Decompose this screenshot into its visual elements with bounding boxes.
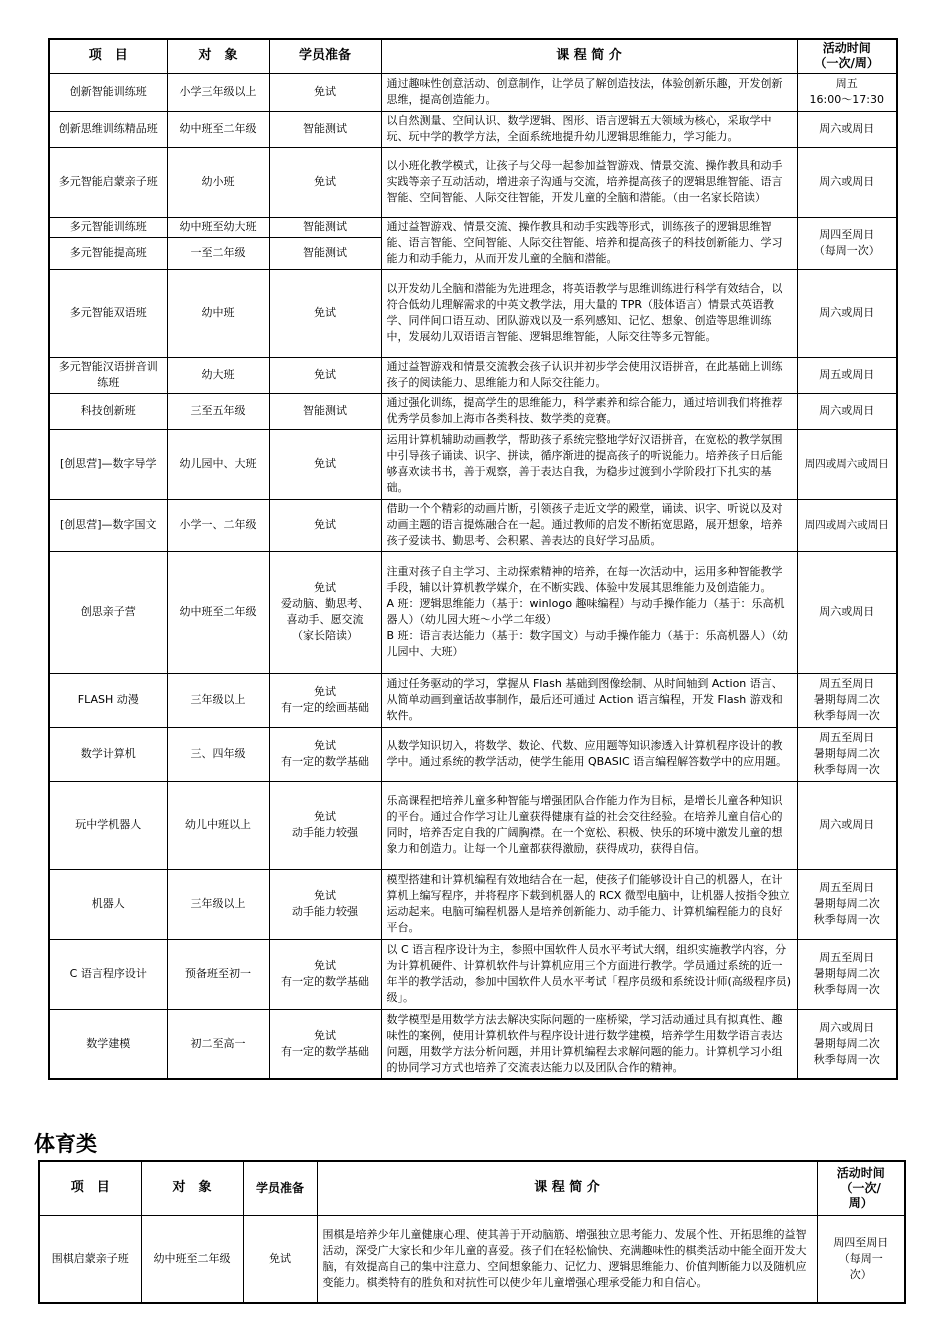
course-description: 从数学知识切入，将数学、数论、代数、应用题等知识渗透入计算机程序设计的教学中。通过系统的教学活动，使学生能用 QBASIC 语言编程解答数学中的应用题。: [381, 727, 797, 781]
course-description: 通过趣味性创意活动、创意制作，让学员了解创造技法，体验创新乐趣，开发创新思维，提高创造能力。: [381, 73, 797, 111]
target-group: 幼小班: [167, 147, 269, 217]
header-target: 对 象: [141, 1161, 243, 1215]
activity-time: 周六或周日: [797, 393, 897, 429]
activity-time: 周五至周日 暑期每周二次 秋季每周一次: [797, 869, 897, 939]
table-row: [49, 73, 897, 111]
project-name: 多元智能启蒙亲子班: [49, 147, 167, 217]
table-row: [49, 357, 897, 393]
student-prep: 智能测试: [269, 237, 381, 269]
activity-time: 周五或周日: [797, 357, 897, 393]
activity-time: 周六或周日: [797, 147, 897, 217]
student-prep: 免试: [269, 357, 381, 393]
target-group: 三年级以上: [167, 869, 269, 939]
course-description: 以自然测量、空间认识、数学逻辑、图形、语言逻辑五大领域为核心，采取学中玩、玩中学的教学方法，全面系统地提升幼儿逻辑思维能力，学习能力。: [381, 111, 797, 147]
target-group: 幼儿园中、大班: [167, 429, 269, 499]
target-group: 小学三年级以上: [167, 73, 269, 111]
project-name: C 语言程序设计: [49, 939, 167, 1009]
target-group: 三至五年级: [167, 393, 269, 429]
activity-time: 周五至周日 暑期每周二次 秋季每周一次: [797, 939, 897, 1009]
student-prep: 免试 有一定的绘画基础: [269, 673, 381, 727]
activity-time: 周四或周六或周日: [797, 429, 897, 499]
project-name: 机器人: [49, 869, 167, 939]
table-row: [39, 1215, 905, 1303]
student-prep: 免试 有一定的数学基础: [269, 1009, 381, 1079]
header-project: 项 目: [49, 39, 167, 73]
header-target: 对 象: [167, 39, 269, 73]
course-description: 乐高课程把培养儿童多种智能与增强团队合作能力作为目标，是增长儿童各种知识的平台。通过合作学习让儿童获得健康有益的社会交往经验。在培养儿童自信心的同时，培养否定自我的广阔胸襟。在一个宽松、积极、快乐的环境中激发儿童的想象力和创造力。让每一个儿童都获得激励，获得成功，获得自信。: [381, 781, 797, 869]
header-time: 活动时间 （一次/ 周）: [817, 1161, 905, 1215]
course-description: 以小班化教学模式，让孩子与父母一起参加益智游戏、情景交流、操作教具和动手实践等亲子互动活动，增进亲子沟通与交流，培养提高孩子的逻辑思维智能、语言智能、空间智能、人际交往智能，开发儿童的全脑和潜能。（由一名家长陪读）: [381, 147, 797, 217]
course-description: 模型搭建和计算机编程有效地结合在一起，使孩子们能够设计自己的机器人，在计算机上编写程序，并将程序下载到机器人的 RCX 微型电脑中，让机器人按指令独立运动起来。电脑可编程机器人是培养创新能力、动手能力、计算机编程能力的良好平台。: [381, 869, 797, 939]
student-prep: 免试 爱动脑、勤思考、 喜动手、愿交流 （家长陪读）: [269, 551, 381, 673]
class-b-description: B 班：语言表达能力（基于：数字国文）与动手操作能力（基于：乐高机器人）（幼儿园中、大班）: [386, 629, 789, 658]
target-group: 三、四年级: [167, 727, 269, 781]
table-row: [49, 869, 897, 939]
target-group: 幼大班: [167, 357, 269, 393]
project-name: 多元智能提高班: [49, 237, 167, 269]
target-group: 小学一、二年级: [167, 499, 269, 551]
target-group: 幼中班至幼大班: [167, 217, 269, 237]
project-name: 围棋启蒙亲子班: [39, 1215, 141, 1303]
table-row: [49, 499, 897, 551]
course-table-science: [48, 38, 898, 1080]
student-prep: 智能测试: [269, 393, 381, 429]
header-project: 项 目: [39, 1161, 141, 1215]
table-row: [49, 393, 897, 429]
course-description: 通过强化训练，提高学生的思维能力，科学素养和综合能力，通过培训我们将推荐优秀学员参加上海市各类科技、数学类的竞赛。: [381, 393, 797, 429]
project-name: 创思亲子营: [49, 551, 167, 673]
table-header-row: [39, 1161, 905, 1215]
target-group: 幼中班: [167, 269, 269, 357]
table-row: [49, 781, 897, 869]
header-description: 课 程 简 介: [317, 1161, 817, 1215]
table-row: [49, 217, 897, 237]
table-row: [49, 551, 897, 673]
project-name: 多元智能训练班: [49, 217, 167, 237]
student-prep: 智能测试: [269, 111, 381, 147]
project-name: 多元智能双语班: [49, 269, 167, 357]
table-row: [49, 147, 897, 217]
project-name: [创思营]—数字国文: [49, 499, 167, 551]
student-prep: 免试: [243, 1215, 317, 1303]
activity-time: 周五至周日 暑期每周二次 秋季每周一次: [797, 727, 897, 781]
activity-time: 周六或周日: [797, 269, 897, 357]
project-name: 数学计算机: [49, 727, 167, 781]
project-name: 玩中学机器人: [49, 781, 167, 869]
activity-time: 周六或周日 暑期每周二次 秋季每周一次: [797, 1009, 897, 1079]
course-description: 数学模型是用数学方法去解决实际问题的一座桥梁，学习活动通过具有拟真性、趣味性的案例，使用计算机软件与程序设计进行数学建模，培养学生用数学语言表达问题，用数学方法分析问题，并用计算机编程去求解问题的能力。计算机学习小组的协同学习方式也培养了交流表达能力以及团队合作的精神。: [381, 1009, 797, 1079]
class-a-description: A 班：逻辑思维能力（基于：winlogo 趣味编程）与动手操作能力（基于：乐高机器人）（幼儿园大班～小学二年级）: [386, 597, 785, 626]
student-prep: 免试: [269, 429, 381, 499]
target-group: 一至二年级: [167, 237, 269, 269]
student-prep: 免试 动手能力较强: [269, 869, 381, 939]
target-group: 幼中班至二年级: [141, 1215, 243, 1303]
project-name: FLASH 动漫: [49, 673, 167, 727]
activity-time: 周四至周日 （每周一次）: [797, 217, 897, 269]
course-description: 以 C 语言程序设计为主，参照中国软件人员水平考试大纲，组织实施教学内容，分为计算机硬件、计算机软件与计算机应用三个方面进行教学。学员通过系统的近一年半的教学活动，参加中国软件人员水平考试「程序员级和系统设计师(高级程序员)级」。: [381, 939, 797, 1009]
table-row: [49, 727, 897, 781]
header-prep: 学员准备: [243, 1161, 317, 1215]
table-row: [49, 673, 897, 727]
activity-time: 周五至周日 暑期每周二次 秋季每周一次: [797, 673, 897, 727]
activity-time: 周五 16:00～17:30: [797, 73, 897, 111]
section-title-sports: 体育类: [34, 1132, 97, 1156]
course-description-intro: 注重对孩子自主学习、主动探索精神的培养，在每一次活动中，运用多种智能教学手段，辅以计算机教学媒介，在不断实践、体验中发展其思维能力及创造能力。: [386, 565, 783, 594]
table-row: [49, 269, 897, 357]
target-group: 初二至高一: [167, 1009, 269, 1079]
project-name: 数学建模: [49, 1009, 167, 1079]
target-group: 预备班至初一: [167, 939, 269, 1009]
target-group: 三年级以上: [167, 673, 269, 727]
header-prep: 学员准备: [269, 39, 381, 73]
course-description: [381, 551, 797, 673]
course-description: 运用计算机辅助动画教学，帮助孩子系统完整地学好汉语拼音，在宽松的教学氛围中引导孩子诵读、识字、拼读，循序渐进的提高孩子的听说能力。培养孩子日后能够喜欢读书书，善于观察，善于表达自我，为稳步过渡到小学阶段打下扎实的基础。: [381, 429, 797, 499]
activity-time: 周六或周日: [797, 551, 897, 673]
student-prep: 免试: [269, 499, 381, 551]
activity-time: 周四至周日 （每周一 次）: [817, 1215, 905, 1303]
course-table-sports: [38, 1160, 906, 1304]
project-name: 多元智能汉语拼音训练班: [49, 357, 167, 393]
table-row: [49, 939, 897, 1009]
student-prep: 免试 动手能力较强: [269, 781, 381, 869]
course-description: 通过益智游戏和情景交流教会孩子认识并初步学会使用汉语拼音，在此基础上训练孩子的阅读能力、思维能力和人际交往能力。: [381, 357, 797, 393]
table-row: [49, 111, 897, 147]
project-name: [创思营]—数字导学: [49, 429, 167, 499]
header-description: 课 程 简 介: [381, 39, 797, 73]
target-group: 幼中班至二年级: [167, 111, 269, 147]
course-description: 以开发幼儿全脑和潜能为先进理念，将英语教学与思维训练进行科学有效结合，以符合低幼儿理解需求的中英文教学法，用大量的 TPR（肢体语言）情景式英语教学、同伴间口语互动、团队游戏以及一系列感知、记忆、想象、创造等思维训练中，发展幼儿双语语言智能、逻辑思维智能，人际交往等多元智能。: [381, 269, 797, 357]
project-name: 创新思维训练精品班: [49, 111, 167, 147]
course-description: 借助一个个精彩的动画片断，引领孩子走近文学的殿堂，诵读、识字、听说以及对动画主题的语言提炼融合在一起。通过教师的启发不断拓宽思路，展开想象，培养孩子爱读书、勤思考、会积累、善表达的良好学习品质。: [381, 499, 797, 551]
student-prep: 免试 有一定的数学基础: [269, 939, 381, 1009]
student-prep: 智能测试: [269, 217, 381, 237]
activity-time: 周六或周日: [797, 781, 897, 869]
activity-time: 周四或周六或周日: [797, 499, 897, 551]
activity-time: 周六或周日: [797, 111, 897, 147]
student-prep: 免试: [269, 147, 381, 217]
course-description: 围棋是培养少年儿童健康心理、使其善于开动脑筋、增强独立思考能力、发展个性、开拓思维的益智活动，深受广大家长和少年儿童的喜爱。孩子们在轻松愉快、充满趣味性的棋类活动中能全面开发大脑，有效提高自己的集中注意力、空间想象能力、记忆力、逻辑思维能力、价值判断能力以及随机应变能力。棋类特有的胜负和对抗性可以使少年儿童增强心理承受能力和自信心。: [317, 1215, 817, 1303]
target-group: 幼儿中班以上: [167, 781, 269, 869]
target-group: 幼中班至二年级: [167, 551, 269, 673]
course-description: 通过益智游戏、情景交流、操作教具和动手实践等形式，训练孩子的逻辑思维智能、语言智能、空间智能、人际交往智能、培养和提高孩子的科技创新能力、学习能力和动手能力，从而开发儿童的全脑和潜能。: [381, 217, 797, 269]
table-header-row: [49, 39, 897, 73]
header-time: 活动时间 （一次/周）: [797, 39, 897, 73]
table-row: [49, 429, 897, 499]
project-name: 创新智能训练班: [49, 73, 167, 111]
student-prep: 免试 有一定的数学基础: [269, 727, 381, 781]
student-prep: 免试: [269, 269, 381, 357]
course-description: 通过任务驱动的学习，掌握从 Flash 基础到图像绘制、从时间轴到 Action 语言、从简单动画到童话故事制作，最后还可通过 Action 语言编程，开发 Flash 游戏和软件。: [381, 673, 797, 727]
student-prep: 免试: [269, 73, 381, 111]
table-row: [49, 1009, 897, 1079]
project-name: 科技创新班: [49, 393, 167, 429]
